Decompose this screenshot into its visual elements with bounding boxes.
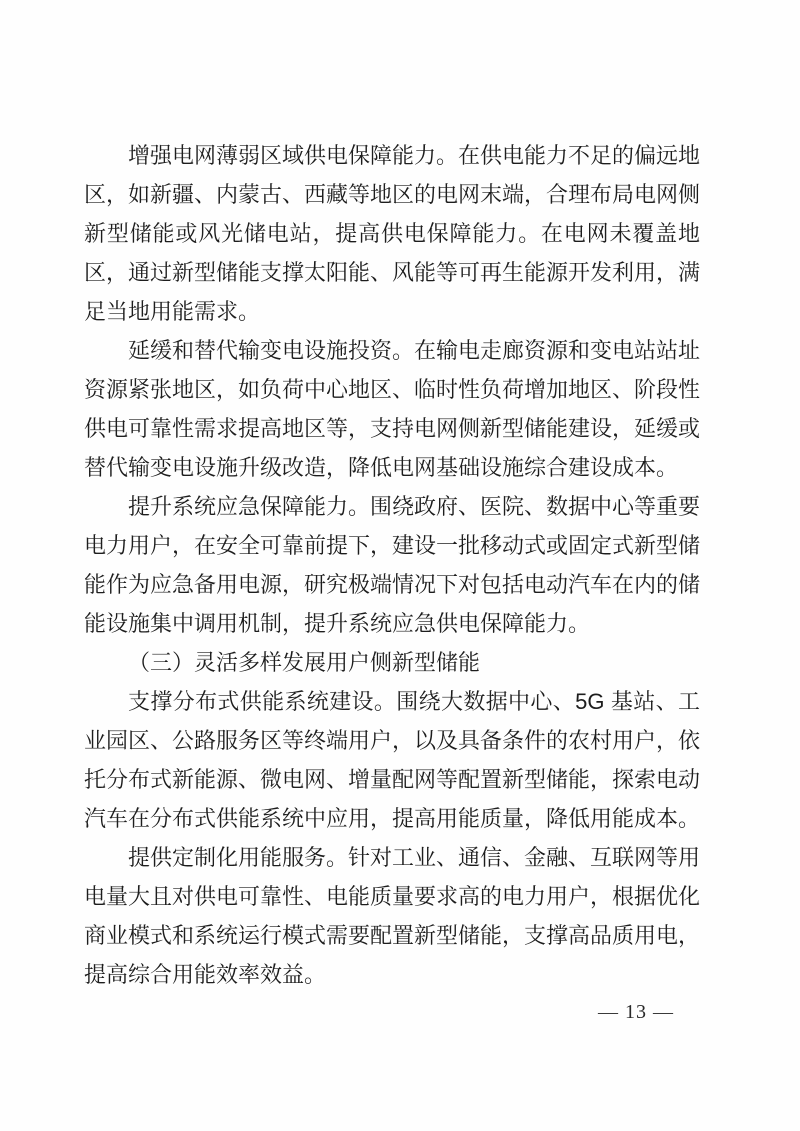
paragraph-defer-transmission-investment: 延缓和替代输变电设施投资。在输电走廊资源和变电站站址资源紧张地区，如负荷中心地区、临时性负荷增加地区、阶段性供电可靠性需求提高地区等，支持电网侧新型储能建设，延缓或替代输变电设施升级改造，降低电网基础设施综合建设成本。 <box>84 338 701 480</box>
section-heading-three: （三）灵活多样发展用户侧新型储能 <box>128 650 481 675</box>
document-body <box>84 136 700 994</box>
paragraph-customized-energy-services: 提供定制化用能服务。针对工业、通信、金融、互联网等用电量大且对供电可靠性、电能质量要求高的电力用户，根据优化商业模式和系统运行模式需要配置新型储能，支撑高品质用电，提高综合用能效率效益。 <box>84 845 701 987</box>
paragraph-grid-weak-areas: 增强电网薄弱区域供电保障能力。在供电能力不足的偏远地区，如新疆、内蒙古、西藏等地区的电网末端，合理布局电网侧新型储能或风光储电站，提高供电保障能力。在电网未覆盖地区，通过新型储能支撑太阳能、风能等可再生能源开发利用，满足当地用能需求。 <box>84 143 701 324</box>
page-number-value: 13 <box>625 1001 647 1023</box>
paragraph-emergency-support: 提升系统应急保障能力。围绕政府、医院、数据中心等重要电力用户，在安全可靠前提下，建设一批移动式或固定式新型储能作为应急备用电源，研究极端情况下对包括电动汽车在内的储能设施集中调用机制，提升系统应急供电保障能力。 <box>84 494 701 636</box>
page-number <box>592 1001 680 1024</box>
page-number-right-dash: — <box>653 1001 674 1023</box>
page-number-left-dash: — <box>598 1001 619 1023</box>
paragraph-distributed-energy-systems: 支撑分布式供能系统建设。围绕大数据中心、5G 基站、工业园区、公路服务区等终端用户，以及具备条件的农村用户，依托分布式新能源、微电网、增量配网等配置新型储能，探索电动汽车在分布式供能系统中应用，提高用能质量，降低用能成本。 <box>84 689 701 831</box>
